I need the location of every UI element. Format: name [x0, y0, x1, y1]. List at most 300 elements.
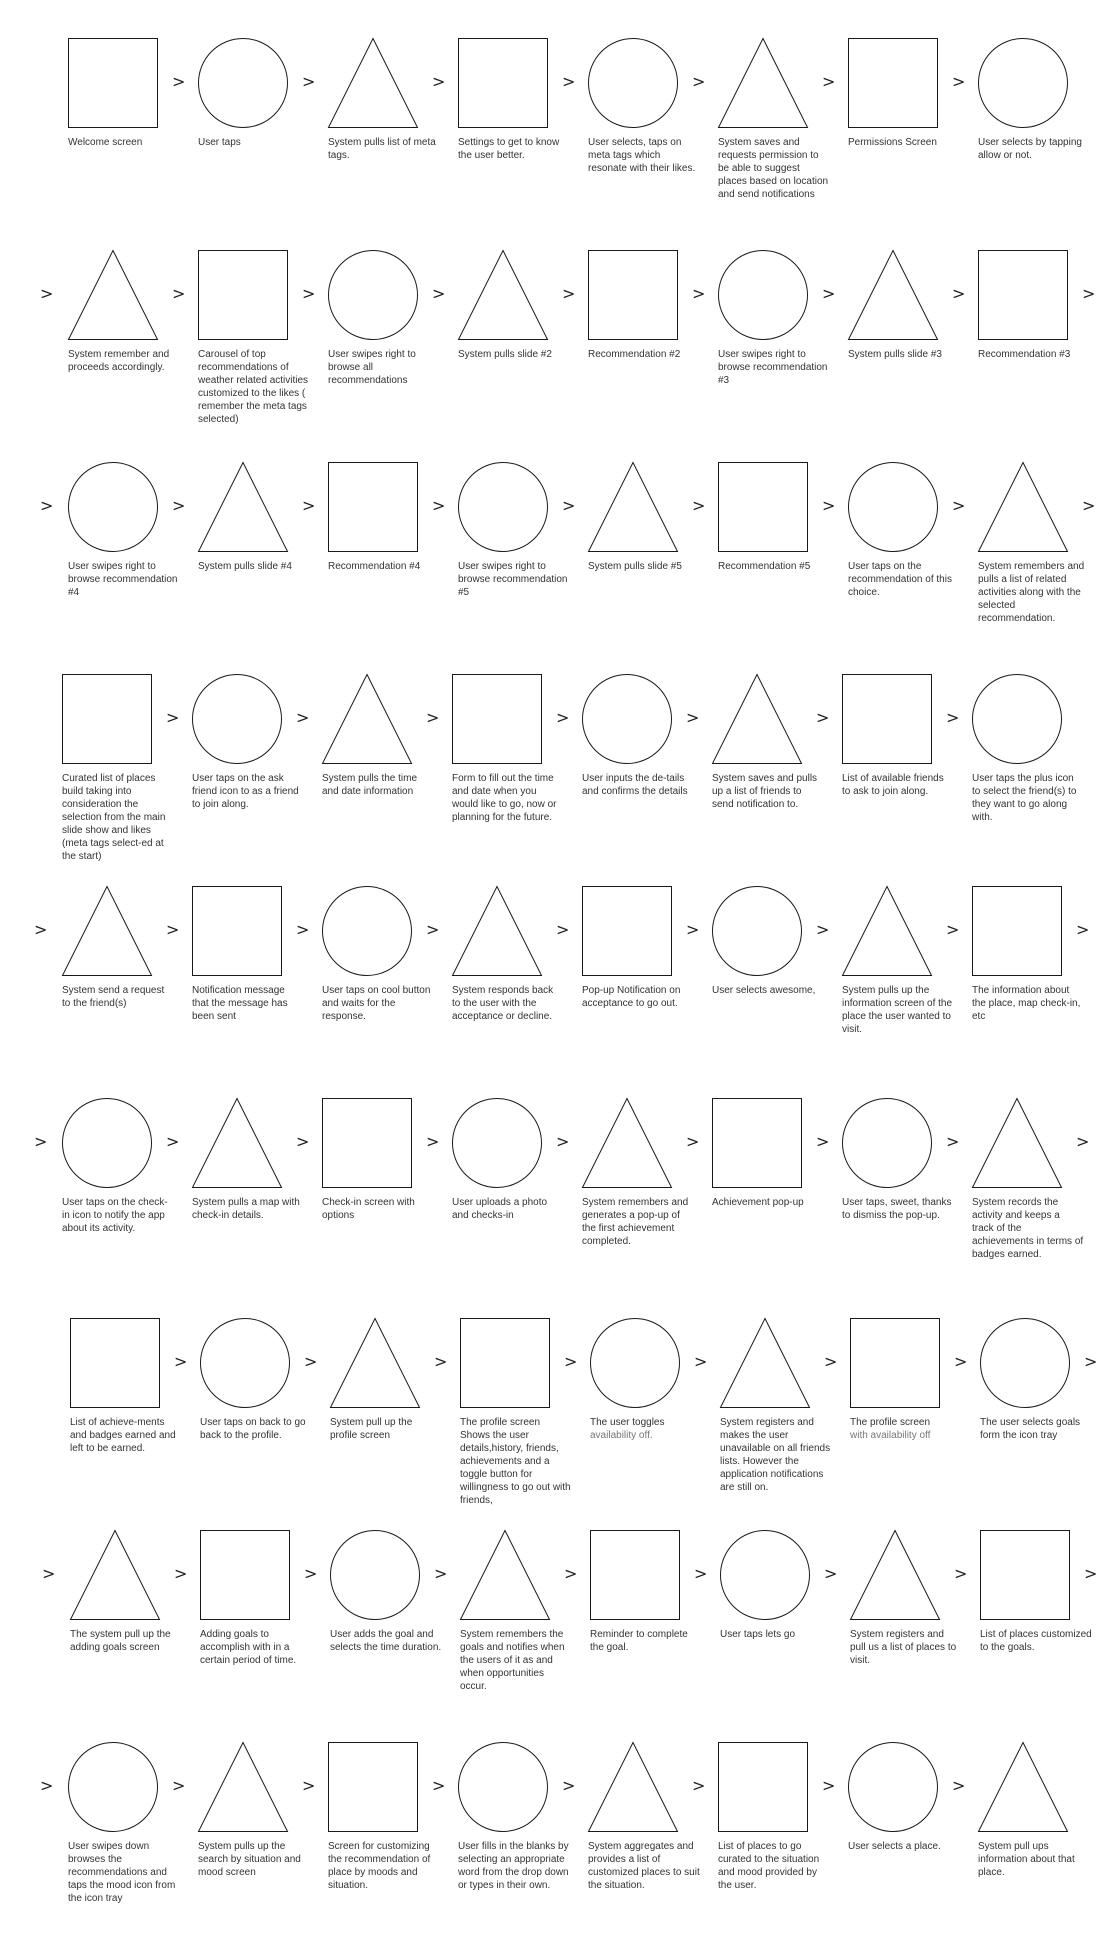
step-label-text: User swipes right to browse recommendation #3	[718, 349, 828, 386]
circle-shape	[458, 462, 548, 552]
step-label	[322, 772, 434, 798]
step-label	[848, 1840, 960, 1853]
step-label	[330, 1628, 442, 1654]
flow-arrow: >	[824, 1564, 838, 1583]
flow-arrow: >	[434, 1352, 448, 1371]
flow-arrow: >	[562, 284, 576, 303]
flow-arrow: >	[952, 284, 966, 303]
step-label	[322, 1196, 434, 1222]
flow-arrow: >	[952, 72, 966, 91]
triangle-node	[718, 38, 808, 128]
triangle-shape	[720, 1318, 810, 1408]
flow-arrow: >	[166, 1132, 180, 1151]
step-label-text: User taps on the recommendation of this choice.	[848, 561, 952, 598]
triangle-shape	[62, 886, 152, 976]
triangle-shape	[198, 1742, 288, 1832]
flow-arrow: >	[816, 708, 830, 727]
step-label-text: System pull up the profile screen	[330, 1417, 413, 1441]
flow-arrow: >	[564, 1564, 578, 1583]
flow-arrow: >	[562, 72, 576, 91]
flow-arrow: >	[304, 1352, 318, 1371]
square-shape	[848, 38, 938, 128]
circle-node	[720, 1530, 810, 1620]
circle-node	[972, 674, 1062, 764]
step-label	[978, 1840, 1090, 1879]
step-label	[718, 1840, 830, 1892]
step-label	[200, 1416, 312, 1442]
step-label	[590, 1416, 702, 1442]
square-shape	[972, 886, 1062, 976]
circle-shape	[68, 1742, 158, 1832]
flow-arrow: >	[40, 284, 54, 303]
step-label-text: Welcome screen	[68, 137, 143, 148]
step-label	[192, 1196, 304, 1222]
step-label-text: User taps on cool button and waits for the response.	[322, 985, 431, 1022]
step-label	[62, 1196, 174, 1235]
step-label-text: User swipes right to browse all recommendations	[328, 349, 416, 386]
square-node	[452, 674, 542, 764]
step-label-text: User selects by tapping allow or not.	[978, 137, 1082, 161]
step-label-text: User taps on the check-in icon to notify the app about its activity.	[62, 1197, 168, 1234]
step-label-text: System responds back to the user with the acceptance or decline.	[452, 985, 554, 1022]
step-label	[590, 1628, 702, 1654]
step-label	[330, 1416, 442, 1442]
square-node	[848, 38, 938, 128]
step-label	[850, 1628, 962, 1667]
step-label-text: System pull ups information about that place.	[978, 1841, 1075, 1878]
flow-arrow: >	[694, 1564, 708, 1583]
flow-arrow: >	[822, 496, 836, 515]
square-node	[588, 250, 678, 340]
step-label	[70, 1628, 182, 1654]
step-label-text: System saves and requests permission to be able to suggest places based on location and send notifications	[718, 137, 829, 200]
flow-arrow: >	[1076, 920, 1090, 939]
circle-shape	[330, 1530, 420, 1620]
step-label	[192, 772, 304, 811]
flow-arrow: >	[40, 496, 54, 515]
square-node	[718, 462, 808, 552]
flow-arrow: >	[172, 284, 186, 303]
flow-arrow: >	[562, 1776, 576, 1795]
flow-arrow: >	[1084, 1564, 1098, 1583]
square-shape	[460, 1318, 550, 1408]
flow-arrow: >	[432, 72, 446, 91]
flow-arrow: >	[432, 1776, 446, 1795]
step-label-text: Recommendation #4	[328, 561, 421, 572]
step-label	[842, 984, 954, 1036]
step-label	[848, 560, 960, 599]
triangle-shape	[328, 38, 418, 128]
step-label	[980, 1628, 1092, 1654]
step-label-text: System pulls up the search by situation and mood screen	[198, 1841, 301, 1878]
step-label-text: Adding goals to accomplish with in a certain period of time.	[200, 1629, 297, 1666]
circle-node	[588, 38, 678, 128]
step-label	[848, 348, 960, 361]
flow-arrow: >	[432, 284, 446, 303]
triangle-shape	[712, 674, 802, 764]
step-label	[62, 984, 174, 1010]
square-shape	[328, 1742, 418, 1832]
square-node	[590, 1530, 680, 1620]
circle-shape	[712, 886, 802, 976]
step-label-text: The profile screen	[850, 1417, 931, 1428]
step-label	[70, 1416, 182, 1455]
flow-arrow: >	[172, 496, 186, 515]
flow-arrow: >	[296, 1132, 310, 1151]
triangle-shape	[192, 1098, 282, 1188]
step-label	[850, 1416, 962, 1442]
flow-arrow: >	[42, 1564, 56, 1583]
triangle-shape	[588, 462, 678, 552]
square-shape	[198, 250, 288, 340]
step-label-text: List of places customized to the goals.	[980, 1629, 1092, 1653]
step-label	[198, 348, 310, 426]
step-label	[458, 136, 570, 162]
step-label-text: User taps	[198, 137, 241, 148]
square-shape	[62, 674, 152, 764]
circle-shape	[322, 886, 412, 976]
flow-arrow: >	[692, 284, 706, 303]
step-label-text: Carousel of top recommendations of weather related activities customized to the likes ( remember the meta tags selected)	[198, 349, 309, 425]
triangle-node	[198, 1742, 288, 1832]
step-label	[198, 136, 310, 149]
step-label-text: User swipes right to browse recommendation #4	[68, 561, 178, 598]
triangle-node	[978, 1742, 1068, 1832]
step-label-text: System aggregates and provides a list of customized places to suit the situation.	[588, 1841, 700, 1891]
step-label-text: System remembers and pulls a list of related activities along with the selected recommendation.	[978, 561, 1085, 624]
flow-arrow: >	[686, 1132, 700, 1151]
step-label-text: System pulls slide #5	[588, 561, 682, 572]
triangle-node	[850, 1530, 940, 1620]
flow-arrow: >	[692, 1776, 706, 1795]
step-label-text: Pop-up Notification on acceptance to go out.	[582, 985, 681, 1009]
square-node	[192, 886, 282, 976]
flow-arrow: >	[1076, 1132, 1090, 1151]
step-label	[68, 560, 180, 599]
square-node	[842, 674, 932, 764]
square-shape	[718, 462, 808, 552]
triangle-node	[70, 1530, 160, 1620]
flow-arrow: >	[954, 1564, 968, 1583]
triangle-node	[198, 462, 288, 552]
circle-shape	[62, 1098, 152, 1188]
circle-node	[200, 1318, 290, 1408]
square-shape	[712, 1098, 802, 1188]
step-label-text: Achievement pop-up	[712, 1197, 804, 1208]
flow-arrow: >	[822, 284, 836, 303]
step-label	[972, 984, 1084, 1023]
step-label	[328, 1840, 440, 1892]
step-label	[588, 136, 700, 175]
step-label	[328, 560, 440, 573]
flow-arrow: >	[822, 72, 836, 91]
circle-node	[458, 462, 548, 552]
step-label	[582, 1196, 694, 1248]
square-shape	[200, 1530, 290, 1620]
step-label-text: Notification message that the message has been sent	[192, 985, 288, 1022]
triangle-node	[842, 886, 932, 976]
flow-arrow: >	[166, 920, 180, 939]
circle-node	[68, 1742, 158, 1832]
step-label-text: System remember and proceeds accordingly.	[68, 349, 170, 373]
square-node	[198, 250, 288, 340]
flow-arrow: >	[1082, 496, 1096, 515]
step-label-text: System pulls slide #2	[458, 349, 552, 360]
triangle-shape	[848, 250, 938, 340]
flow-arrow: >	[816, 1132, 830, 1151]
square-shape	[980, 1530, 1070, 1620]
flow-arrow: >	[296, 920, 310, 939]
flow-arrow: >	[686, 920, 700, 939]
step-label-text: System pulls the time and date information	[322, 773, 418, 797]
step-label-text: Recommendation #2	[588, 349, 681, 360]
square-node	[718, 1742, 808, 1832]
step-label-text: System pulls list of meta tags.	[328, 137, 436, 161]
square-shape	[322, 1098, 412, 1188]
step-label-text: User selects, taps on meta tags which resonate with their likes.	[588, 137, 696, 174]
step-label	[978, 136, 1090, 162]
circle-shape	[972, 674, 1062, 764]
step-label-text: User adds the goal and selects the time duration.	[330, 1629, 442, 1653]
square-node	[328, 1742, 418, 1832]
step-label-text: Curated list of places build taking into consideration the selection from the main slide show and likes (meta tags select-ed at the start)	[62, 773, 166, 862]
circle-node	[842, 1098, 932, 1188]
step-label-text: The profile screen Shows the user details,history, friends, achievements and a toggle button for willingness to go out with friends,	[460, 1417, 571, 1506]
step-label	[452, 984, 564, 1023]
step-label-text: System records the activity and keeps a track of the achievements in terms of badges earned.	[972, 1197, 1084, 1260]
circle-node	[328, 250, 418, 340]
flow-arrow: >	[302, 72, 316, 91]
circle-shape	[718, 250, 808, 340]
flow-arrow: >	[692, 72, 706, 91]
triangle-node	[972, 1098, 1062, 1188]
step-label	[62, 772, 174, 863]
step-label	[588, 1840, 700, 1892]
flow-arrow: >	[302, 496, 316, 515]
circle-node	[192, 674, 282, 764]
step-label-text: List of places to go curated to the situation and mood provided by the user.	[718, 1841, 820, 1891]
step-label-text: User taps the plus icon to select the friend(s) to they want to go along with.	[972, 773, 1077, 823]
circle-node	[980, 1318, 1070, 1408]
step-label-text: System registers and makes the user unavailable on all friends lists. However the application notifications are still on.	[720, 1417, 831, 1493]
circle-shape	[458, 1742, 548, 1832]
circle-node	[848, 462, 938, 552]
step-label-text: User swipes right to browse recommendation #5	[458, 561, 568, 598]
step-label	[712, 984, 824, 997]
step-label-text: Check-in screen with options	[322, 1197, 415, 1221]
step-label	[328, 348, 440, 387]
step-label	[68, 348, 180, 374]
triangle-shape	[718, 38, 808, 128]
square-node	[62, 674, 152, 764]
circle-node	[62, 1098, 152, 1188]
step-label	[720, 1416, 832, 1494]
triangle-shape	[850, 1530, 940, 1620]
circle-shape	[590, 1318, 680, 1408]
step-label	[322, 984, 434, 1023]
step-label-text: User selects a place.	[848, 1841, 941, 1852]
circle-shape	[192, 674, 282, 764]
step-label	[460, 1628, 572, 1693]
step-label-text: System pulls slide #4	[198, 561, 292, 572]
square-shape	[850, 1318, 940, 1408]
square-node	[972, 886, 1062, 976]
square-shape	[590, 1530, 680, 1620]
triangle-node	[62, 886, 152, 976]
step-label	[718, 560, 830, 573]
square-node	[850, 1318, 940, 1408]
step-label-text: Permissions Screen	[848, 137, 937, 148]
step-label	[842, 1196, 954, 1222]
step-label	[848, 136, 960, 149]
square-node	[68, 38, 158, 128]
triangle-node	[978, 462, 1068, 552]
step-label-muted-text: with availability off	[850, 1430, 931, 1441]
flow-arrow: >	[954, 1352, 968, 1371]
step-label-text: System remembers and generates a pop-up of the first achievement completed.	[582, 1197, 689, 1247]
triangle-node	[458, 250, 548, 340]
step-label	[198, 1840, 310, 1879]
triangle-node	[588, 1742, 678, 1832]
triangle-shape	[70, 1530, 160, 1620]
step-label	[458, 348, 570, 361]
square-shape	[70, 1318, 160, 1408]
flow-arrow: >	[172, 1776, 186, 1795]
flow-arrow: >	[166, 708, 180, 727]
flow-arrow: >	[946, 920, 960, 939]
circle-node	[322, 886, 412, 976]
flow-arrow: >	[172, 72, 186, 91]
flow-arrow: >	[816, 920, 830, 939]
triangle-shape	[198, 462, 288, 552]
square-node	[980, 1530, 1070, 1620]
square-node	[458, 38, 548, 128]
square-node	[322, 1098, 412, 1188]
circle-shape	[720, 1530, 810, 1620]
triangle-shape	[978, 1742, 1068, 1832]
step-label	[588, 348, 700, 361]
square-shape	[328, 462, 418, 552]
flow-arrow: >	[174, 1352, 188, 1371]
step-label-text: User inputs the de-tails and confirms the details	[582, 773, 688, 797]
square-node	[200, 1530, 290, 1620]
step-label-text: The information about the place, map check-in, etc	[972, 985, 1081, 1022]
step-label	[328, 136, 440, 162]
square-node	[328, 462, 418, 552]
step-label-text: System pulls up the information screen of the place the user wanted to visit.	[842, 985, 953, 1035]
step-label-text: List of available friends to ask to join along.	[842, 773, 944, 797]
triangle-node	[582, 1098, 672, 1188]
triangle-node	[330, 1318, 420, 1408]
triangle-shape	[588, 1742, 678, 1832]
circle-shape	[200, 1318, 290, 1408]
circle-node	[582, 674, 672, 764]
triangle-shape	[842, 886, 932, 976]
step-label-text: The user selects goals form the icon tray	[980, 1417, 1081, 1441]
step-label-text: User taps lets go	[720, 1629, 796, 1640]
square-shape	[718, 1742, 808, 1832]
circle-shape	[198, 38, 288, 128]
circle-shape	[328, 250, 418, 340]
step-label	[198, 560, 310, 573]
flow-arrow: >	[302, 1776, 316, 1795]
step-label	[458, 1840, 570, 1892]
square-node	[460, 1318, 550, 1408]
circle-shape	[842, 1098, 932, 1188]
flow-arrow: >	[302, 284, 316, 303]
circle-shape	[980, 1318, 1070, 1408]
triangle-shape	[68, 250, 158, 340]
step-label-text: Screen for customizing the recommendation of place by moods and situation.	[328, 1841, 431, 1891]
square-node	[978, 250, 1068, 340]
step-label	[978, 348, 1090, 361]
step-label-text: Reminder to complete the goal.	[590, 1629, 688, 1653]
circle-node	[718, 250, 808, 340]
circle-shape	[588, 38, 678, 128]
step-label	[68, 1840, 180, 1905]
triangle-shape	[330, 1318, 420, 1408]
triangle-node	[720, 1318, 810, 1408]
flow-arrow: >	[432, 496, 446, 515]
flow-arrow: >	[40, 1776, 54, 1795]
flow-arrow: >	[556, 708, 570, 727]
step-label	[712, 772, 824, 811]
flow-arrow: >	[824, 1352, 838, 1371]
step-label	[582, 984, 694, 1010]
triangle-shape	[972, 1098, 1062, 1188]
step-label-text: User taps on back to go back to the profile.	[200, 1417, 306, 1441]
flow-arrow: >	[692, 496, 706, 515]
flow-arrow: >	[822, 1776, 836, 1795]
step-label-text: System registers and pull us a list of places to visit.	[850, 1629, 957, 1666]
triangle-shape	[978, 462, 1068, 552]
circle-node	[452, 1098, 542, 1188]
step-label-text: The user toggles	[590, 1417, 665, 1428]
step-label-text: Recommendation #5	[718, 561, 811, 572]
flow-arrow: >	[946, 708, 960, 727]
step-label	[842, 772, 954, 798]
step-label	[458, 560, 570, 599]
step-label	[68, 136, 180, 149]
triangle-node	[848, 250, 938, 340]
triangle-shape	[460, 1530, 550, 1620]
circle-node	[590, 1318, 680, 1408]
step-label-text: System remembers the goals and notifies when the users of it as and when opportunities occur.	[460, 1629, 565, 1692]
square-shape	[588, 250, 678, 340]
flow-arrow: >	[686, 708, 700, 727]
step-label	[588, 560, 700, 573]
step-label	[718, 136, 830, 201]
step-label	[718, 348, 830, 387]
flow-arrow: >	[426, 920, 440, 939]
step-label-text: System saves and pulls up a list of friends to send notification to.	[712, 773, 818, 810]
step-label-text: System pulls a map with check-in details.	[192, 1197, 300, 1221]
step-label	[980, 1416, 1092, 1442]
step-label-text: User selects awesome,	[712, 985, 816, 996]
step-label-text: The system pull up the adding goals screen	[70, 1629, 171, 1653]
step-label	[460, 1416, 572, 1507]
step-label	[720, 1628, 832, 1641]
square-shape	[192, 886, 282, 976]
circle-shape	[582, 674, 672, 764]
square-shape	[452, 674, 542, 764]
square-node	[70, 1318, 160, 1408]
step-label-text: System send a request to the friend(s)	[62, 985, 165, 1009]
triangle-node	[452, 886, 542, 976]
step-label-text: User taps on the ask friend icon to as a friend to join along.	[192, 773, 299, 810]
flow-arrow: >	[296, 708, 310, 727]
flow-arrow: >	[556, 1132, 570, 1151]
